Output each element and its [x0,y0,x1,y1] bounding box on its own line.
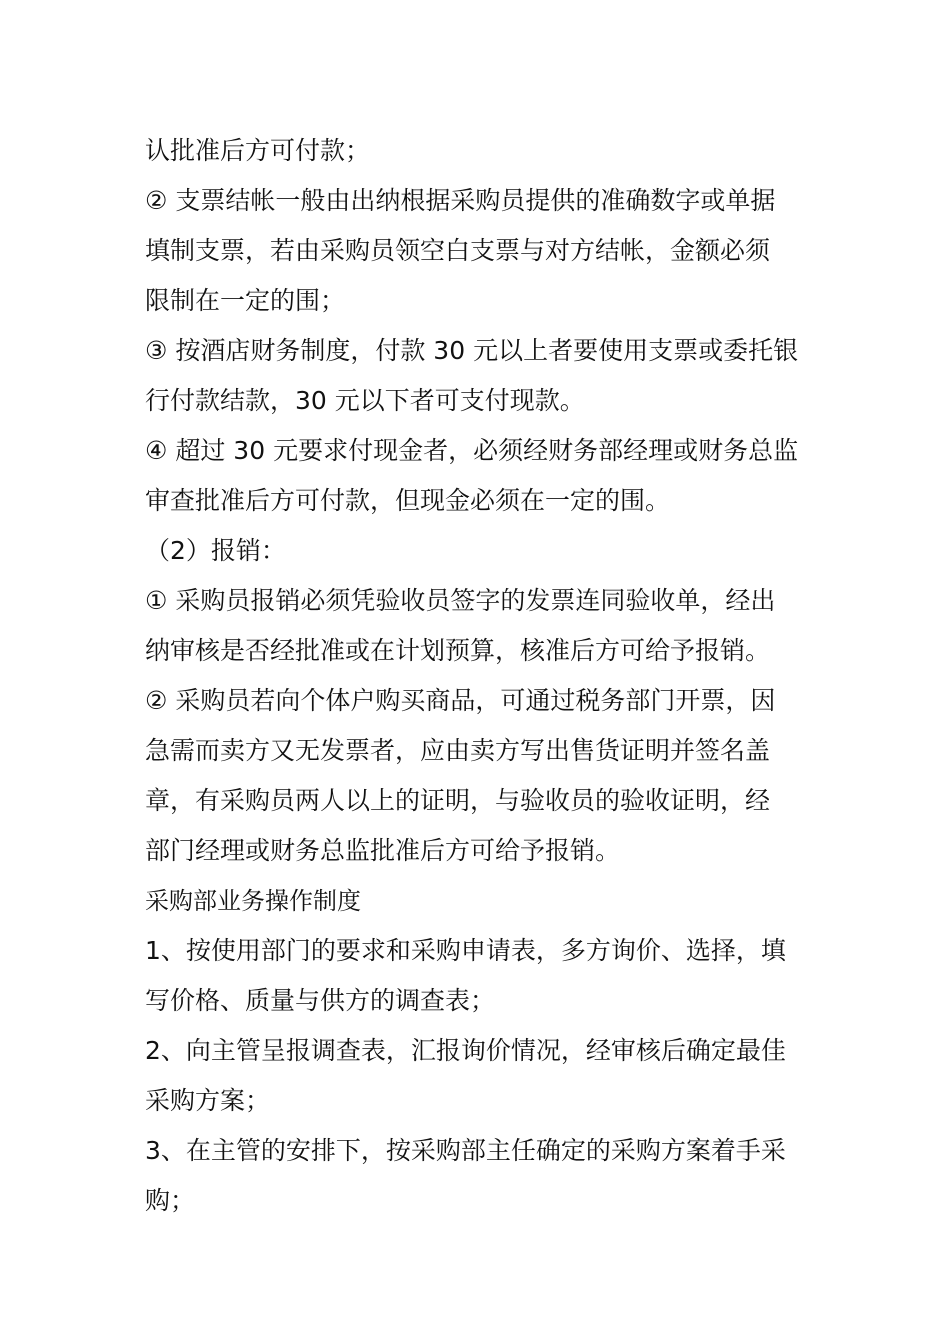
text-line: ④ 超过 30 元要求付现金者，必须经财务部经理或财务总监 [145,436,799,465]
text-line: ② 采购员若向个体户购买商品，可通过税务部门开票，因 [145,686,776,715]
text-line: 章，有采购员两人以上的证明，与验收员的验收证明，经 [145,786,771,815]
text-line: ③ 按酒店财务制度，付款 30 元以上者要使用支票或委托银 [145,336,799,365]
text-line: 行付款结款，30 元以下者可支付现款。 [145,386,585,415]
text-line: 购； [145,1186,196,1215]
text-line: ① 采购员报销必须凭验收员签字的发票连同验收单，经出 [145,586,776,615]
text-line: ② 支票结帐一般由出纳根据采购员提供的准确数字或单据 [145,186,776,215]
text-line: 限制在一定的围； [145,286,346,315]
text-line: 采购方案； [145,1086,271,1115]
text-line: 填制支票，若由采购员领空白支票与对方结帐，金额必须 [145,236,771,265]
subsection-heading: （2）报销： [145,536,286,565]
text-line: 纳审核是否经批准或在计划预算，核准后方可给予报销。 [145,636,771,665]
text-line: 2、向主管呈报调查表，汇报询价情况，经审核后确定最佳 [145,1036,786,1065]
section-heading: 采购部业务操作制度 [145,887,361,915]
text-line: 审查批准后方可付款，但现金必须在一定的围。 [145,486,671,515]
document-body [145,126,810,1226]
text-line: 1、按使用部门的要求和采购申请表，多方询价、选择，填 [145,936,786,965]
text-line: 写价格、质量与供方的调查表； [145,986,496,1015]
text-line: 急需而卖方又无发票者，应由卖方写出售货证明并签名盖 [145,736,771,765]
text-line: 认批准后方可付款； [145,136,371,165]
text-line: 3、在主管的安排下，按采购部主任确定的采购方案着手采 [145,1136,786,1165]
text-line: 部门经理或财务总监批准后方可给予报销。 [145,836,621,865]
